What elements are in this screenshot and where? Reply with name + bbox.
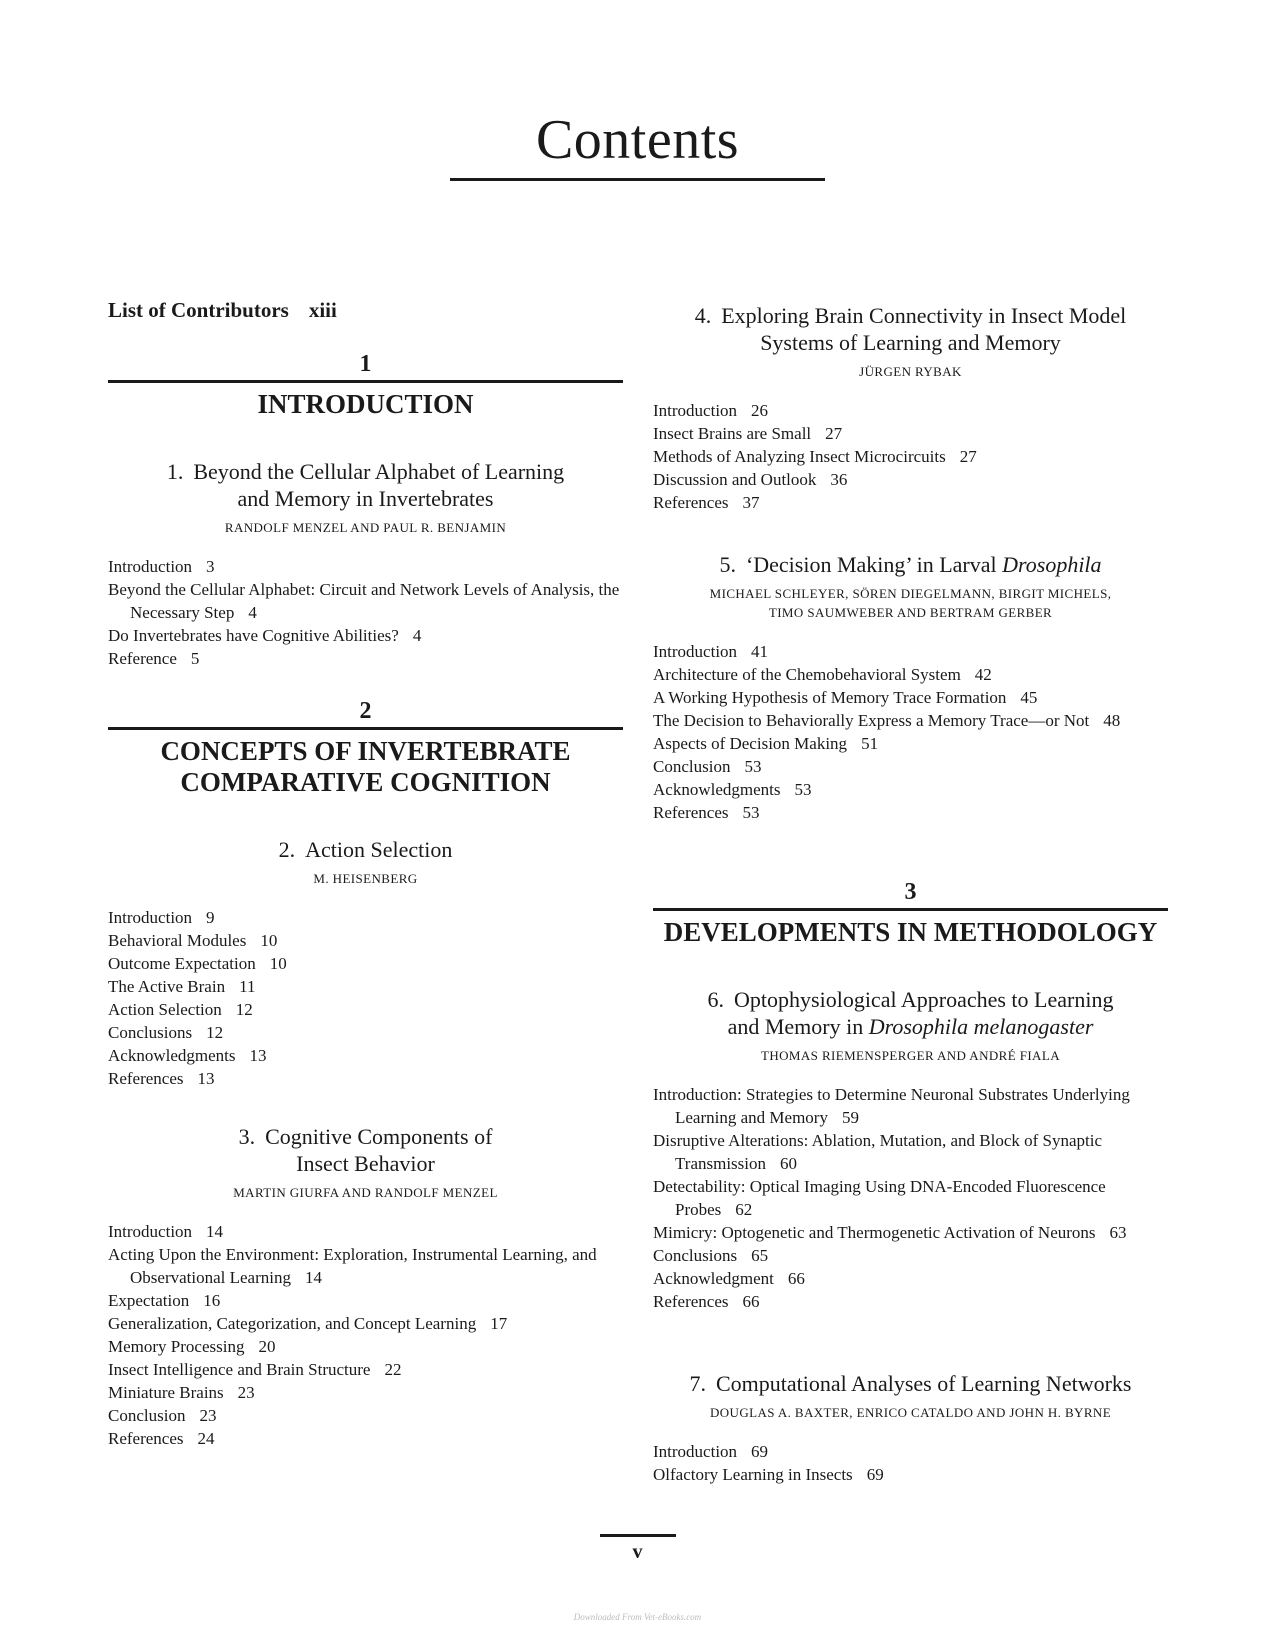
part-title: CONCEPTS OF INVERTEBRATE COMPARATIVE COGNITION <box>160 736 571 797</box>
chapter-3 <box>108 1123 623 1450</box>
toc-entry[interactable]: The Decision to Behaviorally Express a Memory Trace—or Not 48 <box>653 711 1121 730</box>
toc-entry[interactable]: Introduction 9 <box>108 908 215 927</box>
part-title: DEVELOPMENTS IN METHODOLOGY <box>663 917 1158 947</box>
chapter-entries <box>108 555 623 670</box>
part-2-heading <box>108 697 623 798</box>
chapter-entries <box>653 1083 1168 1313</box>
folio-rule <box>600 1534 676 1537</box>
part-rule <box>108 727 623 730</box>
chapter-number: 6. <box>707 987 725 1012</box>
toc-entry[interactable]: Introduction 41 <box>653 642 769 661</box>
part-number: 1 <box>359 351 372 377</box>
toc-entry[interactable]: Aspects of Decision Making 51 <box>653 734 879 753</box>
toc-entry[interactable]: Conclusions 12 <box>108 1023 224 1042</box>
chapter-title: 3. Cognitive Components of Insect Behavior <box>238 1124 493 1176</box>
footer-watermark: Downloaded From Vet-eBooks.com <box>573 1612 702 1622</box>
chapter-title: 2. Action Selection <box>278 837 453 862</box>
chapter-5 <box>653 551 1168 824</box>
toc-entry[interactable]: Acknowledgment 66 <box>653 1269 805 1288</box>
toc-entry[interactable]: Behavioral Modules 10 <box>108 931 278 950</box>
toc-entry[interactable]: Outcome Expectation 10 <box>108 954 287 973</box>
toc-entry[interactable]: A Working Hypothesis of Memory Trace Formation 45 <box>653 688 1038 707</box>
chapter-authors: THOMAS RIEMENSPERGER AND ANDRÉ FIALA <box>761 1048 1060 1063</box>
toc-entry[interactable]: Conclusion 53 <box>653 757 762 776</box>
toc-entry[interactable]: References 24 <box>108 1429 215 1448</box>
chapter-4 <box>653 302 1168 514</box>
front-matter-page: xiii <box>308 298 337 322</box>
chapter-authors: MICHAEL SCHLEYER, SÖREN DIEGELMANN, BIRGIT MICHELS, TIMO SAUMWEBER AND BERTRAM GERBER <box>709 586 1112 620</box>
chapter-authors: DOUGLAS A. BAXTER, ENRICO CATALDO AND JOHN H. BYRNE <box>709 1405 1112 1420</box>
toc-entry[interactable]: Conclusion 23 <box>108 1406 217 1425</box>
chapter-entries <box>653 640 1168 824</box>
toc-entry[interactable]: Introduction: Strategies to Determine Neuronal Substrates Underlying Learning and Memory 59 <box>653 1085 1130 1127</box>
toc-entry[interactable]: Disruptive Alterations: Ablation, Mutation, and Block of Synaptic Transmission 60 <box>653 1131 1103 1173</box>
toc-entry[interactable]: Acknowledgments 53 <box>653 780 812 799</box>
chapter-entries <box>653 399 1168 514</box>
toc-entry[interactable]: Memory Processing 20 <box>108 1337 276 1356</box>
page-number: v <box>632 1541 643 1563</box>
toc-entry[interactable]: Acknowledgments 13 <box>108 1046 267 1065</box>
toc-entry[interactable]: Do Invertebrates have Cognitive Abilities? 4 <box>108 626 422 645</box>
chapter-authors: MARTIN GIURFA AND RANDOLF MENZEL <box>233 1185 498 1200</box>
toc-entry[interactable]: References 53 <box>653 803 760 822</box>
toc-entry[interactable]: Architecture of the Chemobehavioral System 42 <box>653 665 992 684</box>
toc-entry[interactable]: Miniature Brains 23 <box>108 1383 255 1402</box>
chapter-7 <box>653 1370 1168 1486</box>
part-rule <box>653 908 1168 911</box>
front-matter-label: List of Contributors <box>108 298 289 322</box>
toc-entry[interactable]: Generalization, Categorization, and Concept Learning 17 <box>108 1314 508 1333</box>
toc-entry[interactable]: Introduction 69 <box>653 1442 769 1461</box>
toc-entry[interactable]: Introduction 3 <box>108 557 215 576</box>
part-3-heading <box>653 878 1168 948</box>
toc-entry[interactable]: Detectability: Optical Imaging Using DNA-Encoded Fluorescence Probes 62 <box>653 1177 1106 1219</box>
toc-entry[interactable]: Methods of Analyzing Insect Microcircuits 27 <box>653 447 977 466</box>
toc-entry[interactable]: Expectation 16 <box>108 1291 221 1310</box>
toc-entry[interactable]: References 37 <box>653 493 760 512</box>
part-1-heading <box>108 350 623 420</box>
chapter-authors: RANDOLF MENZEL AND PAUL R. BENJAMIN <box>224 520 507 535</box>
toc-entry[interactable]: Insect Brains are Small 27 <box>653 424 843 443</box>
toc-entry[interactable]: Insect Intelligence and Brain Structure 22 <box>108 1360 402 1379</box>
chapter-entries <box>108 906 623 1090</box>
chapter-title: 4. Exploring Brain Connectivity in Insect Model Systems of Learning and Memory <box>694 303 1127 355</box>
title-rule <box>450 178 825 181</box>
part-title: INTRODUCTION <box>257 389 474 419</box>
chapter-authors: JÜRGEN RYBAK <box>859 364 962 379</box>
toc-entry[interactable]: References 13 <box>108 1069 215 1088</box>
part-rule <box>108 380 623 383</box>
toc-entry[interactable]: Olfactory Learning in Insects 69 <box>653 1465 884 1484</box>
toc-entry[interactable]: Reference 5 <box>108 649 200 668</box>
toc-entry[interactable]: Beyond the Cellular Alphabet: Circuit and Network Levels of Analysis, the Necessary Step 4 <box>108 580 620 622</box>
page-title: Contents <box>535 109 740 171</box>
toc-entry[interactable]: Acting Upon the Environment: Exploration, Instrumental Learning, and Observational Learning 14 <box>108 1245 597 1287</box>
chapter-number: 1. <box>166 459 184 484</box>
toc-entry[interactable]: References 66 <box>653 1292 760 1311</box>
toc-entry[interactable]: Conclusions 65 <box>653 1246 769 1265</box>
chapter-entries <box>653 1440 1168 1486</box>
chapter-2 <box>108 836 623 1090</box>
chapter-authors: M. HEISENBERG <box>313 871 418 886</box>
chapter-title: 5. ‘Decision Making’ in Larval Drosophila <box>719 552 1102 577</box>
toc-entry[interactable]: Action Selection 12 <box>108 1000 253 1019</box>
chapter-6 <box>653 986 1168 1313</box>
chapter-number: 7. <box>689 1371 706 1396</box>
toc-entry[interactable]: Introduction 26 <box>653 401 769 420</box>
chapter-entries <box>108 1220 623 1450</box>
toc-entry[interactable]: The Active Brain 11 <box>108 977 256 996</box>
toc-entry[interactable]: Mimicry: Optogenetic and Thermogenetic Activation of Neurons 63 <box>653 1223 1127 1242</box>
chapter-title: 7. Computational Analyses of Learning Networks <box>689 1371 1132 1396</box>
chapter-title: 6. Optophysiological Approaches to Learning and Memory in Drosophila melanogaster <box>707 987 1114 1039</box>
chapter-1 <box>108 458 623 670</box>
toc-entry[interactable]: Introduction 14 <box>108 1222 224 1241</box>
front-matter-entry <box>108 298 337 323</box>
chapter-number: 2. <box>278 837 296 862</box>
chapter-number: 4. <box>694 303 712 328</box>
chapter-title: 1. Beyond the Cellular Alphabet of Learning and Memory in Invertebrates <box>166 459 565 511</box>
chapter-number: 3. <box>238 1124 256 1149</box>
toc-entry[interactable]: Discussion and Outlook 36 <box>653 470 848 489</box>
chapter-number: 5. <box>719 552 736 577</box>
part-number: 3 <box>904 879 917 905</box>
part-number: 2 <box>359 698 372 724</box>
